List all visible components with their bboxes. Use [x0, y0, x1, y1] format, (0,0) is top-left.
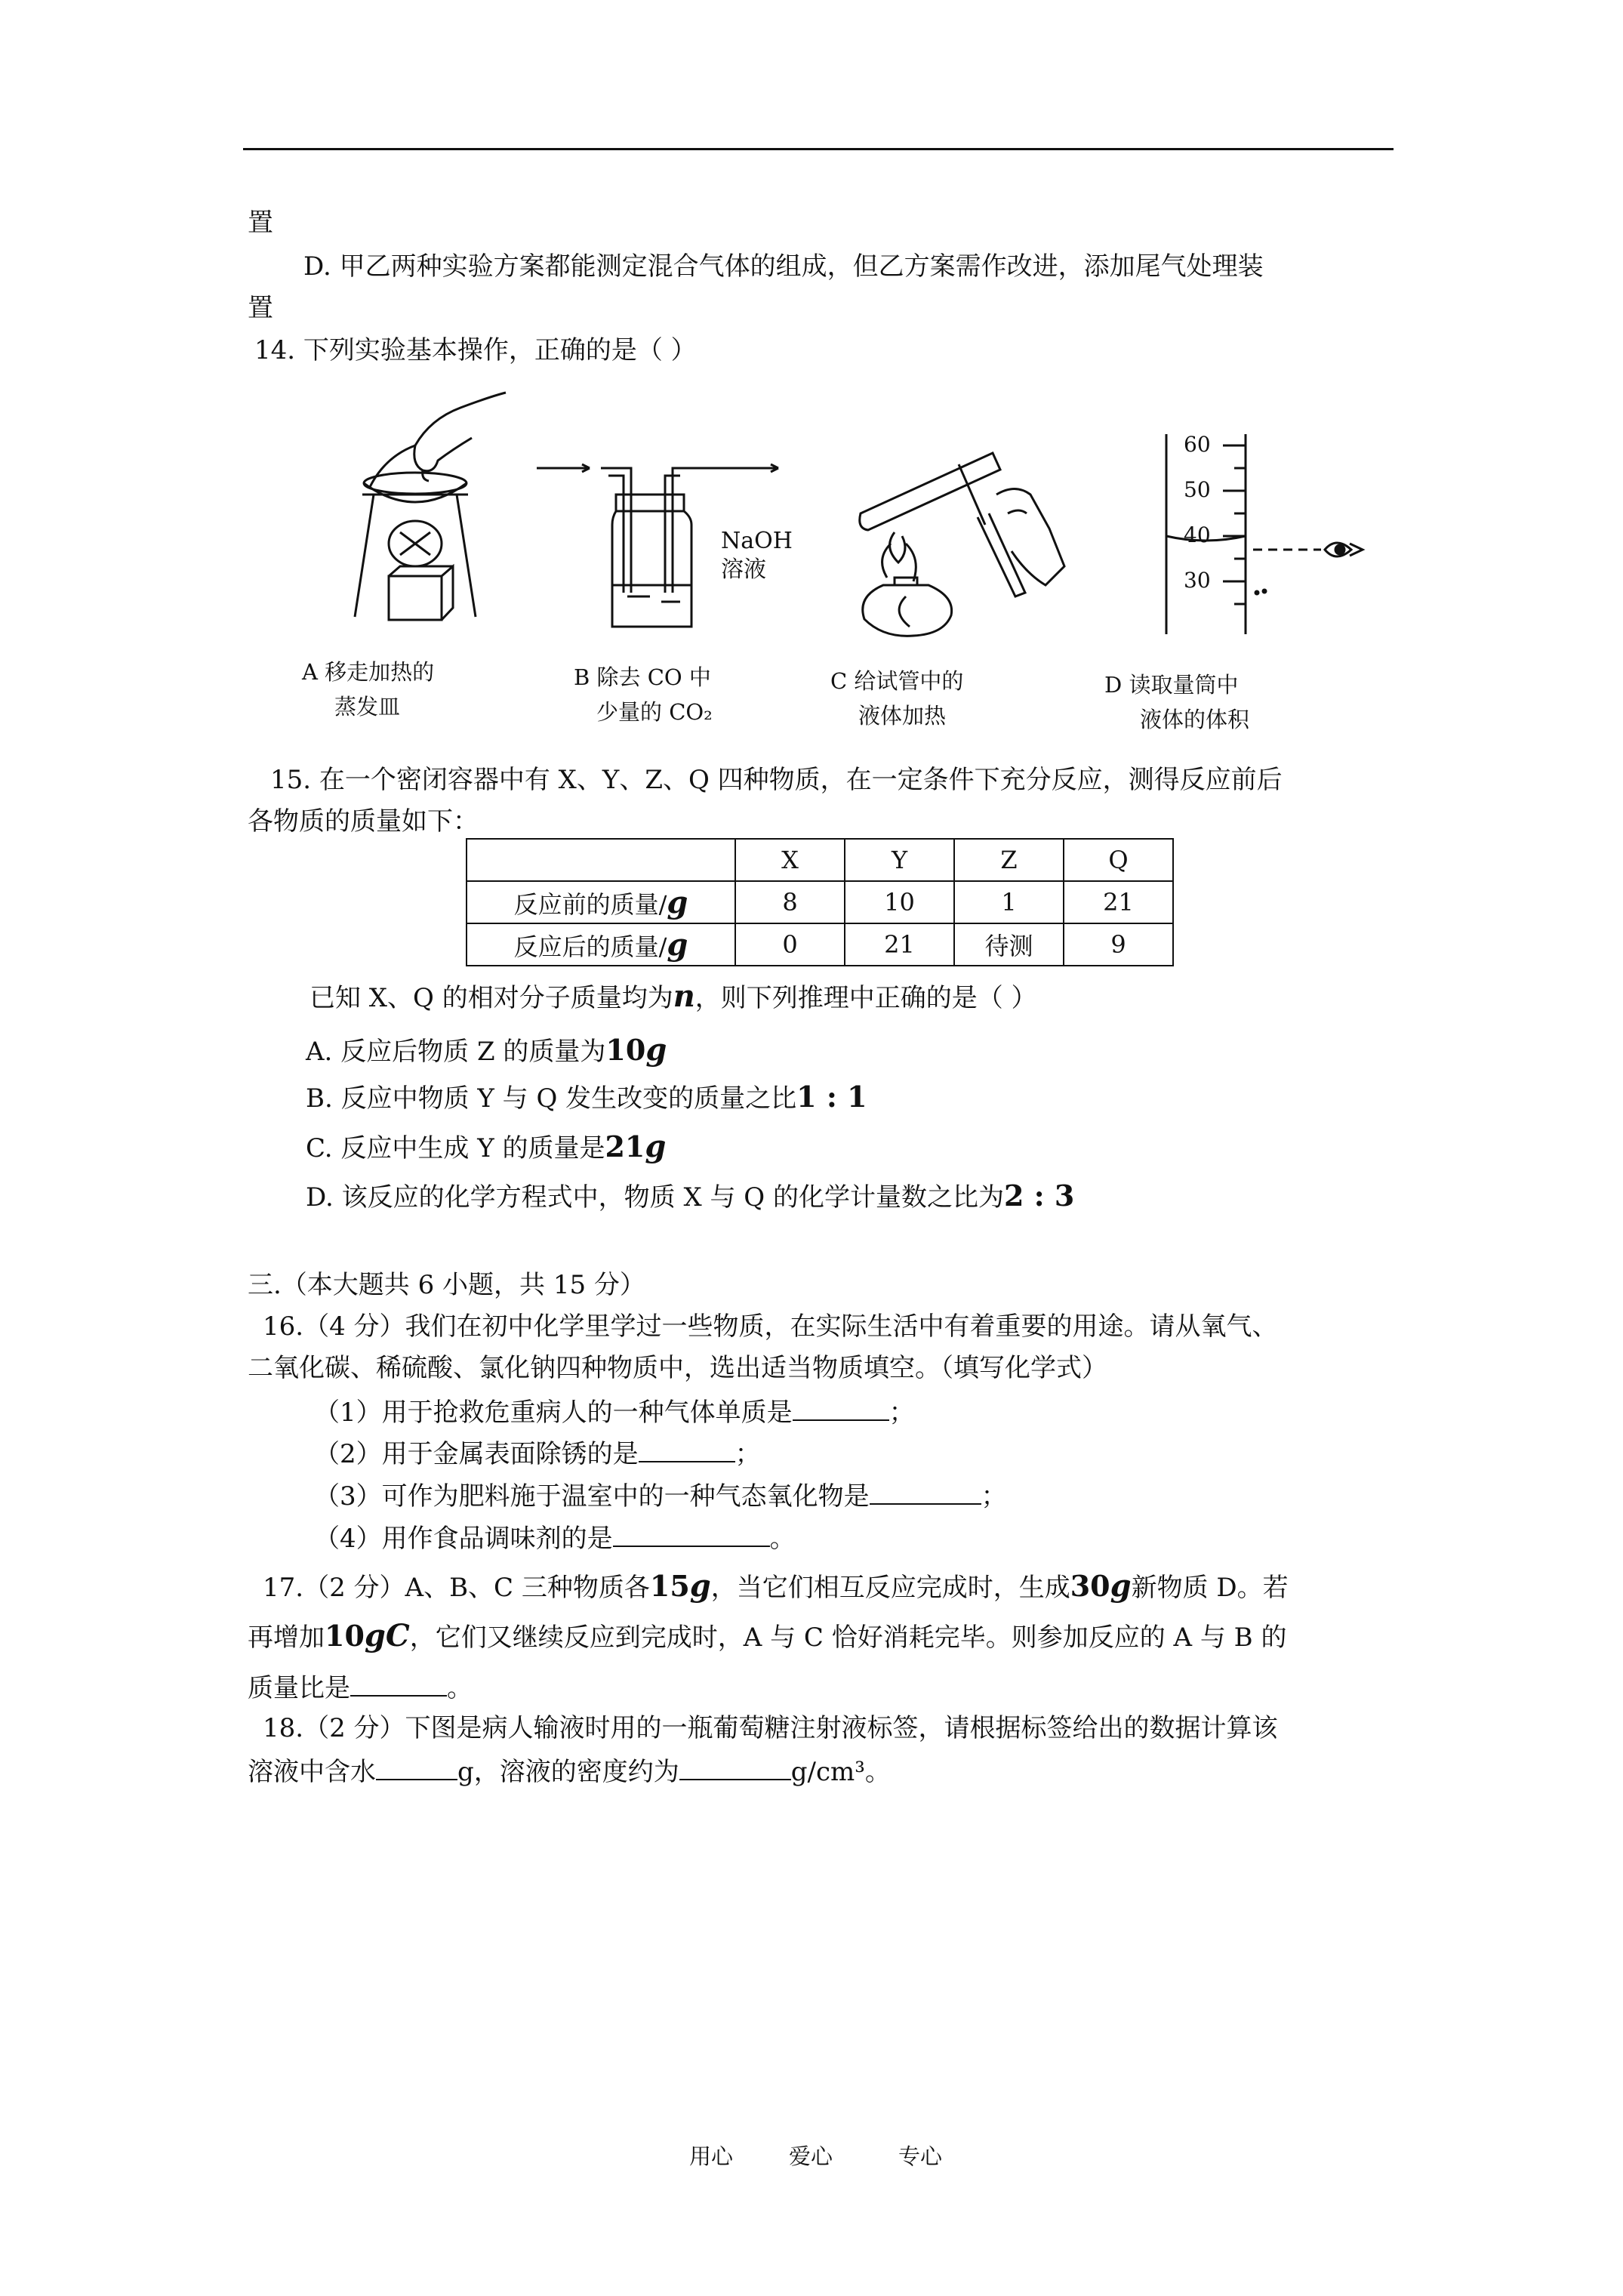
footer-item: 专心: [898, 2143, 943, 2169]
figure-a-caption-1: A 移走加热的: [302, 659, 435, 685]
footer-item: 用心: [689, 2143, 734, 2169]
header-rule: [243, 148, 1394, 150]
figure-d-caption-2: 液体的体积: [1140, 707, 1250, 732]
figure-d-tick-50: 50: [1184, 477, 1211, 502]
q15-option-a[interactable]: A. 反应后物质 Z 的质量为10g: [306, 1032, 667, 1068]
table-header-row: [467, 839, 1173, 881]
figure-b-naoh-label: NaOH: [721, 528, 793, 554]
q15-mass-table: [466, 838, 1174, 966]
figure-c-caption-2: 液体加热: [858, 703, 947, 729]
q17-line-1: 17.（2 分）A、B、C 三种物质各15g，当它们相互反应完成时，生成30g新物质 D。若: [263, 1568, 1289, 1604]
table-cell: 待测: [954, 923, 1064, 966]
figure-d-caption-1: D 读取量筒中: [1104, 672, 1239, 698]
q16-item-3: （3）可作为肥料施于温室中的一种气态氧化物是 ；: [314, 1478, 1007, 1513]
table-row-label: 反应后的质量/g: [467, 923, 735, 966]
q16-line-2: 二氧化碳、稀硫酸、氯化钠四种物质中，选出适当物质填空。（填写化学式）: [248, 1353, 1107, 1383]
q18-line-1: 18.（2 分）下图是病人输液时用的一瓶葡萄糖注射液标签，请根据标签给出的数据计算该: [263, 1713, 1278, 1743]
figure-b-caption-1: B 除去 CO 中: [574, 664, 711, 690]
q15-given: 已知 X、Q 的相对分子质量均为n，则下列推理中正确的是（ ）: [310, 978, 1037, 1014]
q16-item-2: （2）用于金属表面除锈的是 ；: [314, 1435, 761, 1471]
answer-blank[interactable]: [679, 1753, 791, 1780]
prev-option-d-tail: 置: [248, 293, 273, 323]
table-row-label: 反应前的质量/g: [467, 881, 735, 923]
q17-line-3: 质量比是 。: [248, 1669, 473, 1705]
figure-d-tick-30: 30: [1184, 568, 1211, 593]
figure-b-solution-label: 溶液: [721, 556, 766, 583]
answer-blank[interactable]: [376, 1753, 457, 1780]
q15-option-c[interactable]: C. 反应中生成 Y 的质量是21g: [306, 1129, 667, 1164]
q15-option-b[interactable]: B. 反应中物质 Y 与 Q 发生改变的质量之比1 : 1: [306, 1080, 867, 1114]
q17-line-2: 再增加10gC，它们又继续反应到完成时，A 与 C 恰好消耗完毕。则参加反应的 A 与 B 的: [248, 1618, 1287, 1653]
table-cell: 21: [1064, 881, 1173, 923]
table-header-cell: [467, 839, 735, 881]
figure-b-caption-2: 少量的 CO₂: [596, 699, 713, 725]
table-cell: 9: [1064, 923, 1173, 966]
figure-c-heating-test-tube: [853, 423, 1079, 638]
table-header-cell: Q: [1064, 839, 1173, 881]
table-header-cell: Z: [954, 839, 1064, 881]
figure-d-tick-40: 40: [1184, 522, 1211, 547]
table-row: [467, 923, 1173, 966]
q15-stem-2: 各物质的质量如下：: [248, 806, 479, 837]
footer-item: 爱心: [789, 2143, 833, 2169]
figure-a-caption-2: 蒸发皿: [334, 694, 401, 720]
q16-line-1: 16.（4 分）我们在初中化学里学过一些物质，在实际生活中有着重要的用途。请从氧气、: [263, 1311, 1278, 1342]
section-3-title: 三.（本大题共 6 小题，共 15 分）: [248, 1270, 645, 1300]
q16-item-1: （1）用于抢救危重病人的一种气体单质是 ；: [314, 1394, 915, 1429]
table-header-cell: X: [735, 839, 845, 881]
answer-blank[interactable]: [613, 1520, 770, 1547]
q14-stem: 14. 下列实验基本操作，正确的是（ ）: [254, 335, 697, 365]
figure-c-caption-1: C 给试管中的: [830, 668, 964, 694]
q15-option-d[interactable]: D. 该反应的化学方程式中，物质 X 与 Q 的化学计量数之比为2 : 3: [306, 1179, 1075, 1213]
table-cell: 21: [845, 923, 954, 966]
answer-blank[interactable]: [639, 1435, 735, 1462]
table-cell: 10: [845, 881, 954, 923]
prev-option-d: D. 甲乙两种实验方案都能测定混合气体的组成，但乙方案需作改进，添加尾气处理装: [303, 251, 1264, 282]
table-cell: 8: [735, 881, 845, 923]
answer-blank[interactable]: [350, 1669, 447, 1697]
table-cell: 1: [954, 881, 1064, 923]
figure-d-tick-60: 60: [1184, 432, 1211, 457]
q15-stem-1: 15. 在一个密闭容器中有 X、Y、Z、Q 四种物质，在一定条件下充分反应，测得反应前后: [270, 765, 1283, 795]
figure-a-evaporating-dish: [340, 381, 521, 630]
prev-tail: 置: [248, 208, 273, 238]
table-header-cell: Y: [845, 839, 954, 881]
table-row: [467, 881, 1173, 923]
table-cell: 0: [735, 923, 845, 966]
answer-blank[interactable]: [870, 1478, 981, 1505]
figure-d-graduated-cylinder: [1125, 430, 1381, 638]
answer-blank[interactable]: [793, 1394, 889, 1421]
q18-line-2: 溶液中含水 g，溶液的密度约为 g/cm³。: [248, 1753, 891, 1789]
q16-item-4: （4）用作食品调味剂的是 。: [314, 1520, 796, 1555]
